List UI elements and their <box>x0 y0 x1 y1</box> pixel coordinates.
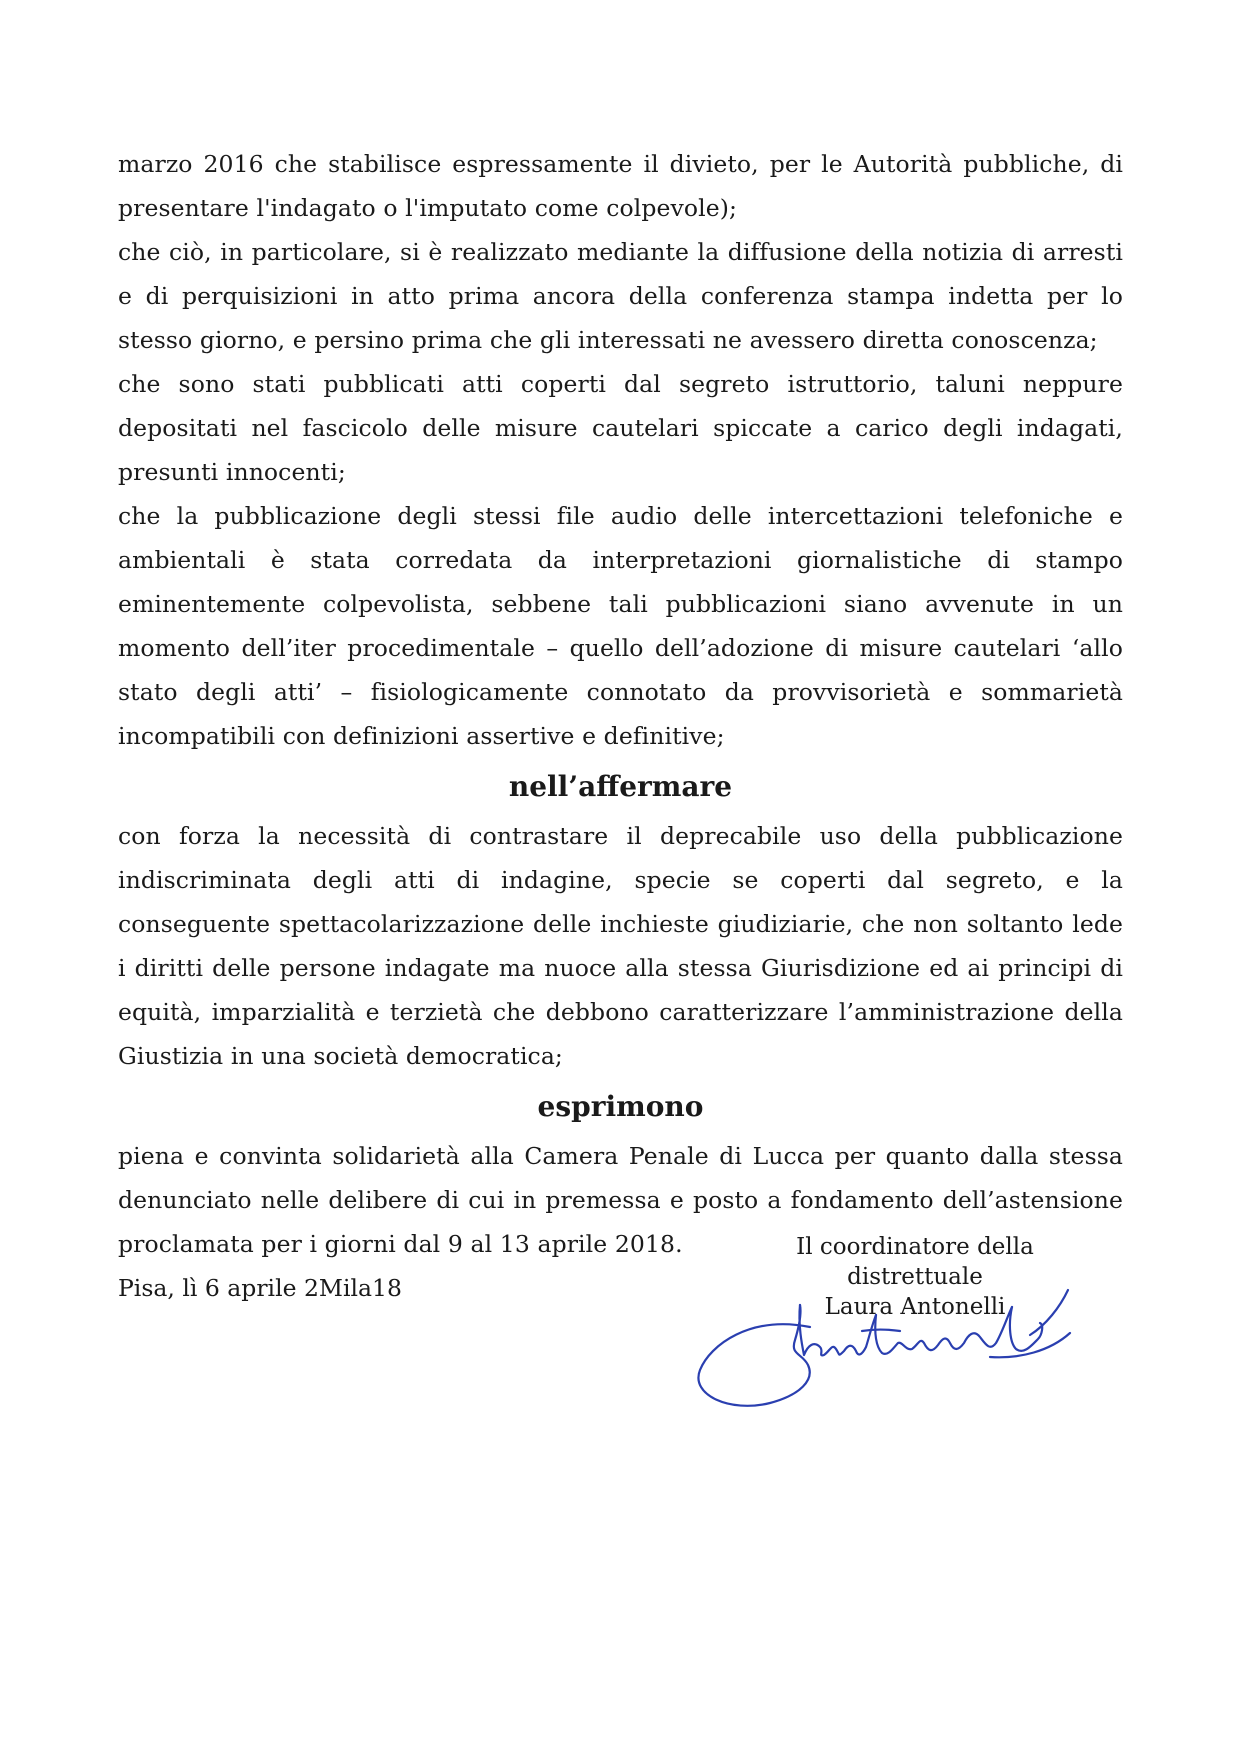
paragraph-solidarieta: piena e convinta solidarietà alla Camera Penale di Lucca per quanto dalla stessa denunciato nelle delibere di cui in premessa e posto a fondamento dell’astensione proclamata per i giorni dal 9 al 13 aprile 2018. <box>118 1142 1123 1258</box>
paragraph-diffusione: che ciò, in particolare, si è realizzato mediante la diffusione della notizia di arresti e di perquisizioni in atto prima ancora della conferenza stampa indetta per lo stesso giorno, e persino prima che gli interessati ne avessero diretta conoscenza; <box>118 238 1123 354</box>
signatory-role: Il coordinatore della distrettuale <box>796 1234 1034 1290</box>
heading-nell-affermare: nell’affermare <box>508 770 733 803</box>
paragraph-atti-coperti: che sono stati pubblicati atti coperti dal segreto istruttorio, taluni neppure depositati nel fascicolo delle misure cautelari spiccate a carico degli indagati, presunti innocenti; <box>118 370 1123 486</box>
document-body <box>118 142 1123 1310</box>
signatory-name: Laura Antonelli <box>824 1294 1006 1320</box>
paragraph-divieto: marzo 2016 che stabilisce espressamente il divieto, per le Autorità pubbliche, di presentare l'indagato o l'imputato come colpevole); <box>118 150 1123 222</box>
date-line: Pisa, lì 6 aprile 2Mila18 <box>118 1274 402 1302</box>
paragraph-necessita: con forza la necessità di contrastare il deprecabile uso della pubblicazione indiscriminata degli atti di indagine, specie se coperti dal segreto, e la conseguente spettacolarizzazione delle inchieste giudiziarie, che non soltanto lede i diritti delle persone indagate ma nuoce alla stessa Giurisdizione ed ai principi di equità, imparzialità e terzietà che debbono caratterizzare l’amministrazione della Giustizia in una società democratica; <box>118 822 1123 1070</box>
handwritten-signature <box>690 1285 1090 1425</box>
heading-esprimono: esprimono <box>537 1090 704 1123</box>
paragraph-intercettazioni: che la pubblicazione degli stessi file audio delle intercettazioni telefoniche e ambientali è stata corredata da interpretazioni giornalistiche di stampo eminentemente colpevolista, sebbene tali pubblicazioni siano avvenute in un momento dell’iter procedimentale – quello dell’adozione di misure cautelari ‘allo stato degli atti’ – fisiologicamente connotato da provvisorietà e sommarietà incompatibili con definizioni assertive e definitive; <box>118 502 1123 750</box>
